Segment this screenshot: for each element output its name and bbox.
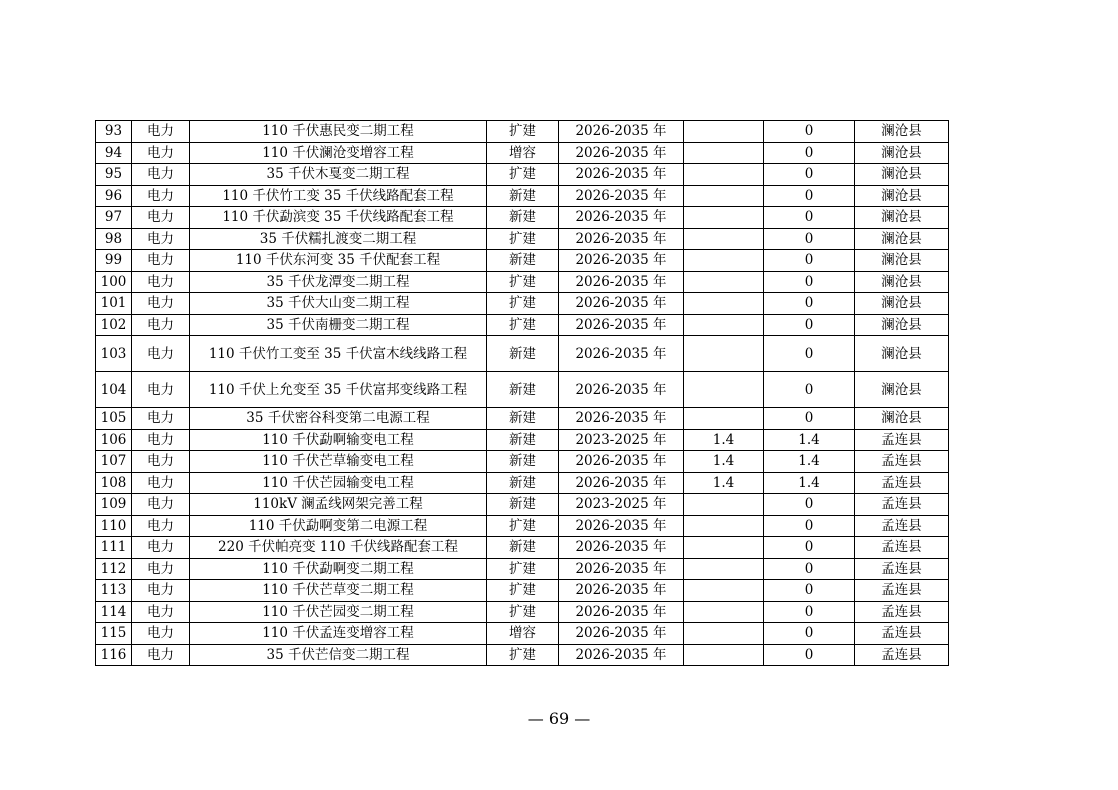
category-cell: 电力 xyxy=(132,293,190,315)
value-2-cell: 0 xyxy=(764,515,855,537)
period-cell: 2026-2035 年 xyxy=(559,121,684,143)
value-1-cell xyxy=(684,372,764,408)
construction-type-cell: 扩建 xyxy=(487,228,559,250)
value-2-cell: 0 xyxy=(764,271,855,293)
construction-type-cell: 新建 xyxy=(487,408,559,430)
value-2-cell: 0 xyxy=(764,185,855,207)
county-cell: 澜沧县 xyxy=(855,121,949,143)
value-1-cell xyxy=(684,623,764,645)
construction-type-cell: 增容 xyxy=(487,623,559,645)
value-2-cell: 0 xyxy=(764,142,855,164)
row-number: 116 xyxy=(96,644,132,666)
construction-type-cell: 新建 xyxy=(487,250,559,272)
row-number: 107 xyxy=(96,451,132,473)
row-number: 100 xyxy=(96,271,132,293)
county-cell: 孟连县 xyxy=(855,558,949,580)
county-cell: 孟连县 xyxy=(855,451,949,473)
period-cell: 2026-2035 年 xyxy=(559,515,684,537)
county-cell: 孟连县 xyxy=(855,537,949,559)
construction-type-cell: 增容 xyxy=(487,142,559,164)
county-cell: 澜沧县 xyxy=(855,372,949,408)
value-1-cell xyxy=(684,271,764,293)
table-row xyxy=(96,207,949,229)
value-2-cell: 0 xyxy=(764,314,855,336)
table-body xyxy=(96,121,949,666)
table-row xyxy=(96,408,949,430)
category-cell: 电力 xyxy=(132,429,190,451)
period-cell: 2026-2035 年 xyxy=(559,142,684,164)
period-cell: 2026-2035 年 xyxy=(559,228,684,250)
value-1-cell: 1.4 xyxy=(684,451,764,473)
value-2-cell: 0 xyxy=(764,228,855,250)
value-1-cell xyxy=(684,601,764,623)
table-row xyxy=(96,601,949,623)
value-1-cell xyxy=(684,250,764,272)
county-cell: 澜沧县 xyxy=(855,164,949,186)
period-cell: 2026-2035 年 xyxy=(559,164,684,186)
construction-type-cell: 新建 xyxy=(487,185,559,207)
value-2-cell: 0 xyxy=(764,558,855,580)
value-1-cell: 1.4 xyxy=(684,472,764,494)
construction-type-cell: 扩建 xyxy=(487,293,559,315)
table-row xyxy=(96,228,949,250)
category-cell: 电力 xyxy=(132,372,190,408)
county-cell: 孟连县 xyxy=(855,623,949,645)
value-2-cell: 0 xyxy=(764,293,855,315)
county-cell: 孟连县 xyxy=(855,429,949,451)
category-cell: 电力 xyxy=(132,515,190,537)
period-cell: 2026-2035 年 xyxy=(559,314,684,336)
table-row xyxy=(96,271,949,293)
project-name-cell: 35 千伏南栅变二期工程 xyxy=(190,314,487,336)
category-cell: 电力 xyxy=(132,494,190,516)
value-1-cell: 1.4 xyxy=(684,429,764,451)
period-cell: 2026-2035 年 xyxy=(559,185,684,207)
row-number: 115 xyxy=(96,623,132,645)
construction-type-cell: 新建 xyxy=(487,372,559,408)
value-1-cell xyxy=(684,515,764,537)
construction-type-cell: 新建 xyxy=(487,429,559,451)
project-name-cell: 110 千伏芒园变二期工程 xyxy=(190,601,487,623)
category-cell: 电力 xyxy=(132,580,190,602)
value-2-cell: 1.4 xyxy=(764,429,855,451)
value-1-cell xyxy=(684,408,764,430)
category-cell: 电力 xyxy=(132,451,190,473)
value-1-cell xyxy=(684,121,764,143)
construction-type-cell: 扩建 xyxy=(487,644,559,666)
period-cell: 2026-2035 年 xyxy=(559,580,684,602)
value-2-cell: 0 xyxy=(764,372,855,408)
row-number: 94 xyxy=(96,142,132,164)
category-cell: 电力 xyxy=(132,164,190,186)
category-cell: 电力 xyxy=(132,121,190,143)
project-table xyxy=(95,120,949,666)
construction-type-cell: 新建 xyxy=(487,207,559,229)
construction-type-cell: 扩建 xyxy=(487,271,559,293)
construction-type-cell: 扩建 xyxy=(487,314,559,336)
value-2-cell: 0 xyxy=(764,336,855,372)
period-cell: 2026-2035 年 xyxy=(559,271,684,293)
row-number: 113 xyxy=(96,580,132,602)
row-number: 93 xyxy=(96,121,132,143)
construction-type-cell: 新建 xyxy=(487,494,559,516)
value-1-cell xyxy=(684,142,764,164)
row-number: 103 xyxy=(96,336,132,372)
value-1-cell xyxy=(684,185,764,207)
value-2-cell: 1.4 xyxy=(764,472,855,494)
category-cell: 电力 xyxy=(132,623,190,645)
value-2-cell: 0 xyxy=(764,250,855,272)
project-name-cell: 110 千伏芒草输变电工程 xyxy=(190,451,487,473)
row-number: 96 xyxy=(96,185,132,207)
table-row xyxy=(96,623,949,645)
table-row xyxy=(96,372,949,408)
county-cell: 孟连县 xyxy=(855,515,949,537)
value-1-cell xyxy=(684,537,764,559)
project-name-cell: 110 千伏孟连变增容工程 xyxy=(190,623,487,645)
value-2-cell: 0 xyxy=(764,623,855,645)
table-row xyxy=(96,250,949,272)
table-row xyxy=(96,164,949,186)
project-name-cell: 110 千伏东河变 35 千伏配套工程 xyxy=(190,250,487,272)
row-number: 101 xyxy=(96,293,132,315)
project-name-cell: 35 千伏芒信变二期工程 xyxy=(190,644,487,666)
table-row xyxy=(96,451,949,473)
period-cell: 2026-2035 年 xyxy=(559,408,684,430)
county-cell: 孟连县 xyxy=(855,580,949,602)
construction-type-cell: 扩建 xyxy=(487,515,559,537)
county-cell: 澜沧县 xyxy=(855,271,949,293)
value-2-cell: 0 xyxy=(764,207,855,229)
row-number: 97 xyxy=(96,207,132,229)
period-cell: 2026-2035 年 xyxy=(559,250,684,272)
construction-type-cell: 扩建 xyxy=(487,558,559,580)
construction-type-cell: 扩建 xyxy=(487,164,559,186)
value-1-cell xyxy=(684,228,764,250)
value-2-cell: 0 xyxy=(764,644,855,666)
row-number: 109 xyxy=(96,494,132,516)
table-row xyxy=(96,644,949,666)
category-cell: 电力 xyxy=(132,558,190,580)
table-row xyxy=(96,580,949,602)
project-name-cell: 110 千伏芒园输变电工程 xyxy=(190,472,487,494)
project-name-cell: 35 千伏木戛变二期工程 xyxy=(190,164,487,186)
table-row xyxy=(96,185,949,207)
category-cell: 电力 xyxy=(132,472,190,494)
value-1-cell xyxy=(684,293,764,315)
value-2-cell: 0 xyxy=(764,580,855,602)
project-name-cell: 110 千伏惠民变二期工程 xyxy=(190,121,487,143)
value-1-cell xyxy=(684,644,764,666)
category-cell: 电力 xyxy=(132,228,190,250)
table-row xyxy=(96,429,949,451)
project-name-cell: 110 千伏上允变至 35 千伏富邦变线路工程 xyxy=(190,372,487,408)
row-number: 108 xyxy=(96,472,132,494)
county-cell: 孟连县 xyxy=(855,494,949,516)
value-1-cell xyxy=(684,207,764,229)
project-name-cell: 35 千伏密谷科变第二电源工程 xyxy=(190,408,487,430)
value-2-cell: 0 xyxy=(764,601,855,623)
value-1-cell xyxy=(684,336,764,372)
period-cell: 2026-2035 年 xyxy=(559,336,684,372)
value-2-cell: 0 xyxy=(764,121,855,143)
county-cell: 澜沧县 xyxy=(855,408,949,430)
row-number: 114 xyxy=(96,601,132,623)
construction-type-cell: 扩建 xyxy=(487,580,559,602)
county-cell: 澜沧县 xyxy=(855,228,949,250)
value-1-cell xyxy=(684,580,764,602)
project-name-cell: 110 千伏勐啊输变电工程 xyxy=(190,429,487,451)
period-cell: 2026-2035 年 xyxy=(559,644,684,666)
project-name-cell: 110kV 澜孟线网架完善工程 xyxy=(190,494,487,516)
construction-type-cell: 扩建 xyxy=(487,121,559,143)
category-cell: 电力 xyxy=(132,408,190,430)
table-row xyxy=(96,293,949,315)
period-cell: 2026-2035 年 xyxy=(559,537,684,559)
project-name-cell: 110 千伏勐啊变第二电源工程 xyxy=(190,515,487,537)
category-cell: 电力 xyxy=(132,207,190,229)
project-name-cell: 110 千伏澜沧变增容工程 xyxy=(190,142,487,164)
row-number: 110 xyxy=(96,515,132,537)
row-number: 106 xyxy=(96,429,132,451)
table-row xyxy=(96,336,949,372)
value-1-cell xyxy=(684,314,764,336)
project-name-cell: 35 千伏大山变二期工程 xyxy=(190,293,487,315)
period-cell: 2026-2035 年 xyxy=(559,601,684,623)
period-cell: 2023-2025 年 xyxy=(559,429,684,451)
period-cell: 2026-2035 年 xyxy=(559,623,684,645)
category-cell: 电力 xyxy=(132,142,190,164)
row-number: 111 xyxy=(96,537,132,559)
period-cell: 2026-2035 年 xyxy=(559,372,684,408)
category-cell: 电力 xyxy=(132,271,190,293)
construction-type-cell: 新建 xyxy=(487,451,559,473)
category-cell: 电力 xyxy=(132,537,190,559)
project-name-cell: 110 千伏勐啊变二期工程 xyxy=(190,558,487,580)
county-cell: 孟连县 xyxy=(855,644,949,666)
row-number: 112 xyxy=(96,558,132,580)
category-cell: 电力 xyxy=(132,601,190,623)
category-cell: 电力 xyxy=(132,644,190,666)
period-cell: 2026-2035 年 xyxy=(559,207,684,229)
category-cell: 电力 xyxy=(132,185,190,207)
value-2-cell: 0 xyxy=(764,494,855,516)
row-number: 105 xyxy=(96,408,132,430)
county-cell: 澜沧县 xyxy=(855,142,949,164)
period-cell: 2026-2035 年 xyxy=(559,472,684,494)
value-1-cell xyxy=(684,164,764,186)
row-number: 95 xyxy=(96,164,132,186)
table-row xyxy=(96,515,949,537)
county-cell: 孟连县 xyxy=(855,601,949,623)
value-1-cell xyxy=(684,494,764,516)
county-cell: 澜沧县 xyxy=(855,336,949,372)
value-2-cell: 0 xyxy=(764,164,855,186)
value-2-cell: 0 xyxy=(764,537,855,559)
category-cell: 电力 xyxy=(132,250,190,272)
table-row xyxy=(96,537,949,559)
construction-type-cell: 新建 xyxy=(487,336,559,372)
table-row xyxy=(96,472,949,494)
page-number: — 69 — xyxy=(527,709,591,728)
table-row xyxy=(96,558,949,580)
county-cell: 孟连县 xyxy=(855,472,949,494)
period-cell: 2026-2035 年 xyxy=(559,558,684,580)
value-1-cell xyxy=(684,558,764,580)
table-row xyxy=(96,494,949,516)
period-cell: 2026-2035 年 xyxy=(559,451,684,473)
project-name-cell: 35 千伏糯扎渡变二期工程 xyxy=(190,228,487,250)
project-name-cell: 110 千伏竹工变 35 千伏线路配套工程 xyxy=(190,185,487,207)
construction-type-cell: 新建 xyxy=(487,472,559,494)
table-row xyxy=(96,314,949,336)
value-2-cell: 0 xyxy=(764,408,855,430)
row-number: 98 xyxy=(96,228,132,250)
project-name-cell: 110 千伏竹工变至 35 千伏富木线线路工程 xyxy=(190,336,487,372)
table-row xyxy=(96,121,949,143)
county-cell: 澜沧县 xyxy=(855,185,949,207)
project-name-cell: 220 千伏帕亮变 110 千伏线路配套工程 xyxy=(190,537,487,559)
period-cell: 2026-2035 年 xyxy=(559,293,684,315)
project-name-cell: 110 千伏芒草变二期工程 xyxy=(190,580,487,602)
county-cell: 澜沧县 xyxy=(855,293,949,315)
project-name-cell: 35 千伏龙潭变二期工程 xyxy=(190,271,487,293)
county-cell: 澜沧县 xyxy=(855,314,949,336)
category-cell: 电力 xyxy=(132,336,190,372)
category-cell: 电力 xyxy=(132,314,190,336)
project-name-cell: 110 千伏勐滨变 35 千伏线路配套工程 xyxy=(190,207,487,229)
row-number: 102 xyxy=(96,314,132,336)
construction-type-cell: 新建 xyxy=(487,537,559,559)
period-cell: 2023-2025 年 xyxy=(559,494,684,516)
county-cell: 澜沧县 xyxy=(855,207,949,229)
row-number: 99 xyxy=(96,250,132,272)
county-cell: 澜沧县 xyxy=(855,250,949,272)
value-2-cell: 1.4 xyxy=(764,451,855,473)
construction-type-cell: 扩建 xyxy=(487,601,559,623)
table-row xyxy=(96,142,949,164)
row-number: 104 xyxy=(96,372,132,408)
